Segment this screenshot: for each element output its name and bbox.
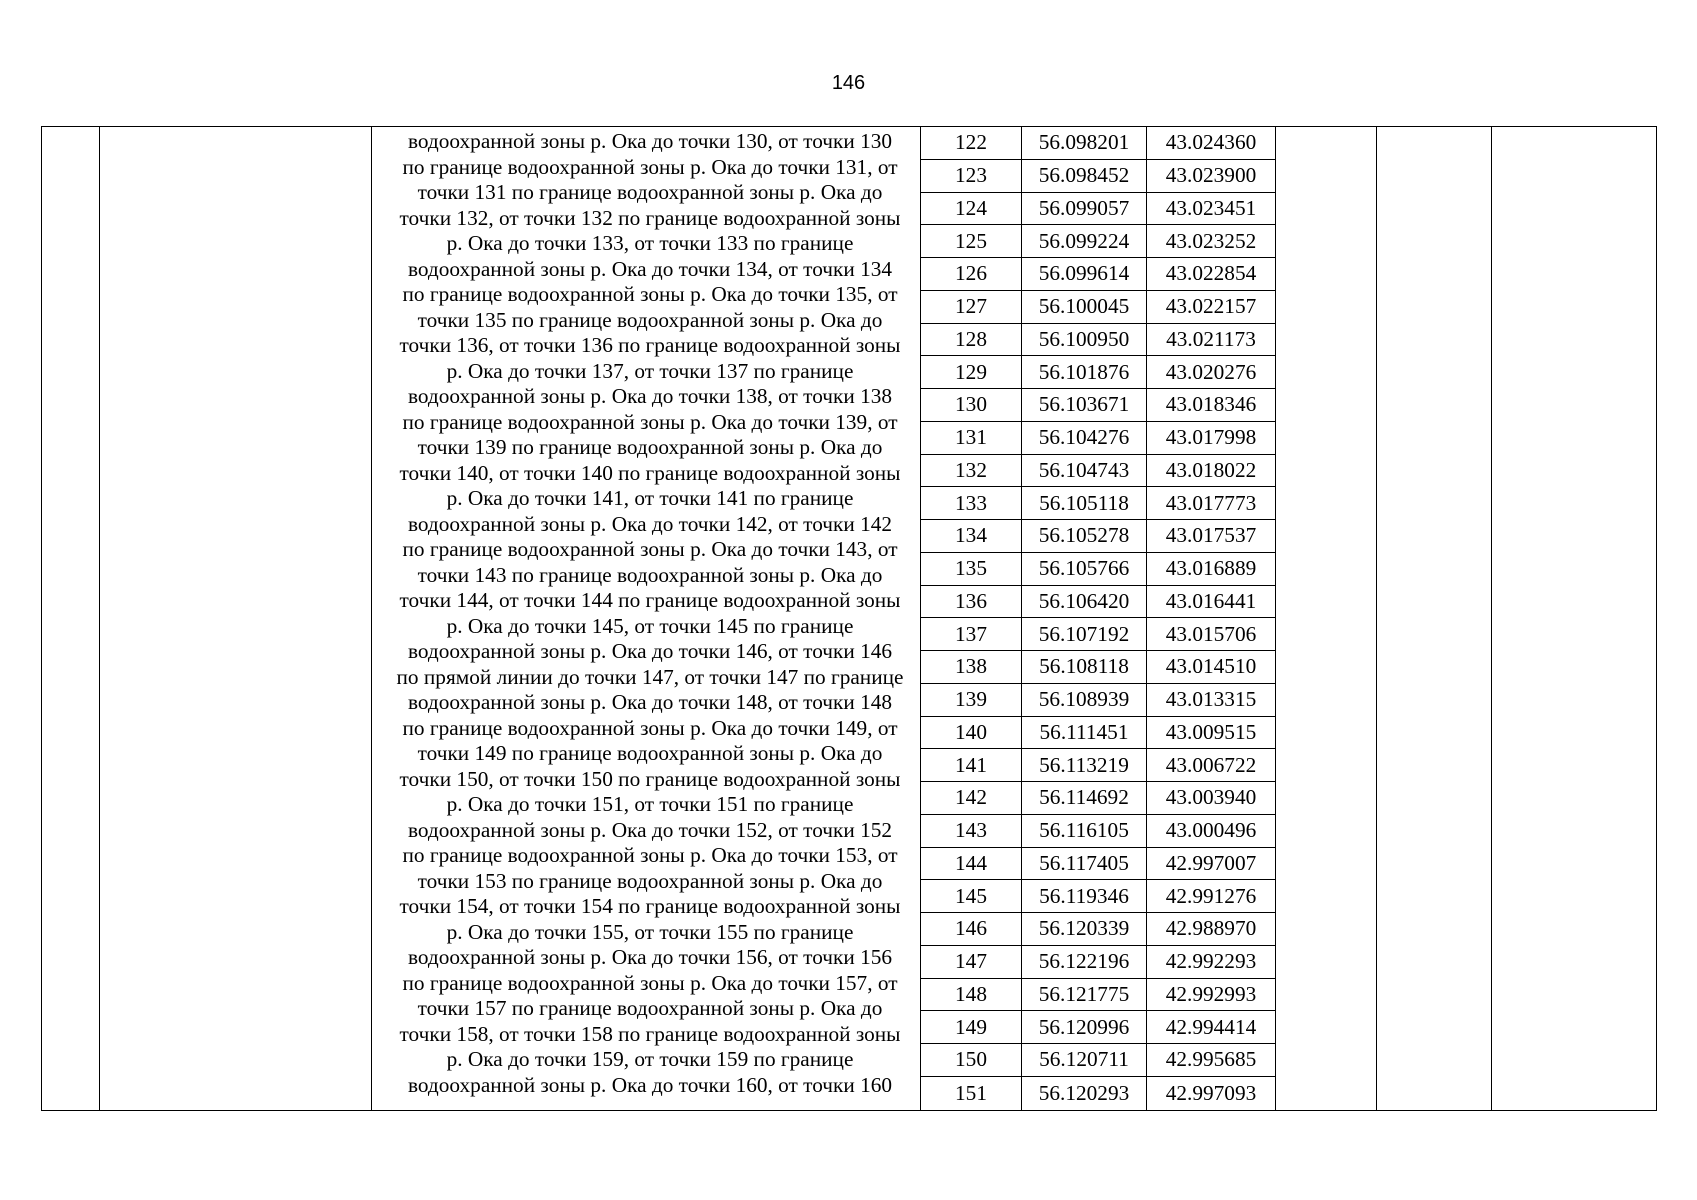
description-line: точки 132, от точки 132 по границе водоохранной зоны	[399, 205, 901, 230]
description-line: р. Ока до точки 133, от точки 133 по границе	[446, 231, 854, 255]
longitude-cell: 43.020276	[1165, 359, 1257, 384]
longitude-cell: 42.997007	[1165, 850, 1257, 875]
longitude-cell: 43.017537	[1165, 523, 1257, 548]
coordinates-table	[920, 127, 1276, 1110]
table-row	[921, 946, 1275, 979]
point-number: 128	[921, 324, 1022, 356]
description-line: точки 149 по границе водоохранной зоны р. Ока до	[417, 741, 883, 765]
longitude-cell: 43.013315	[1165, 687, 1257, 712]
description-line: водоохранной зоны р. Ока до точки 138, от точки 138	[407, 384, 893, 408]
point-number: 131	[921, 422, 1022, 454]
table-row	[921, 487, 1275, 520]
description-line: водоохранной зоны р. Ока до точки 160, от точки 160	[407, 1072, 893, 1097]
description-line: водоохранной зоны р. Ока до точки 152, от точки 152	[407, 817, 893, 842]
point-number: 150	[921, 1044, 1022, 1076]
description-line: точки 136, от точки 136 по границе водоохранной зоны	[399, 333, 901, 357]
point-number: 136	[921, 586, 1022, 618]
point-number: 146	[921, 913, 1022, 945]
longitude-cell: 43.018022	[1165, 457, 1257, 482]
longitude-cell: 43.000496	[1165, 818, 1257, 843]
point-number: 124	[921, 193, 1022, 225]
latitude-cell: 56.105766	[1022, 553, 1147, 585]
description-line: водоохранной зоны р. Ока до точки 142, от точки 142	[407, 511, 893, 536]
empty-column-1	[42, 127, 99, 1110]
point-number: 134	[921, 520, 1022, 552]
longitude-cell: 43.016441	[1165, 588, 1257, 613]
description-line: водоохранной зоны р. Ока до точки 156, от точки 156	[407, 945, 893, 969]
boundary-table	[41, 126, 1657, 1111]
description-line: водоохранной зоны р. Ока до точки 148, от точки 148	[407, 690, 893, 714]
table-row	[921, 291, 1275, 324]
latitude-cell: 56.121775	[1022, 979, 1147, 1011]
point-number: 122	[921, 127, 1022, 159]
description-line: точки 135 по границе водоохранной зоны р. Ока до	[417, 307, 883, 332]
description-line: р. Ока до точки 137, от точки 137 по границе	[446, 358, 854, 383]
description-line: по границе водоохранной зоны р. Ока до точки 131, от	[402, 154, 898, 179]
description-line: точки 150, от точки 150 по границе водоохранной зоны	[399, 766, 901, 791]
longitude-cell: 42.994414	[1165, 1014, 1257, 1039]
longitude-cell: 43.023451	[1165, 195, 1257, 220]
table-row	[921, 127, 1275, 160]
table-row	[921, 258, 1275, 291]
latitude-cell: 56.098201	[1022, 127, 1147, 159]
latitude-cell: 56.105278	[1022, 520, 1147, 552]
description-line: точки 139 по границе водоохранной зоны р. Ока до	[417, 435, 883, 459]
latitude-cell: 56.120339	[1022, 913, 1147, 945]
table-row	[921, 553, 1275, 586]
latitude-cell: 56.107192	[1022, 618, 1147, 650]
latitude-cell: 56.101876	[1022, 356, 1147, 388]
point-number: 144	[921, 848, 1022, 880]
table-row	[921, 913, 1275, 946]
point-number: 133	[921, 487, 1022, 519]
description-line: р. Ока до точки 155, от точки 155 по границе	[446, 919, 854, 944]
longitude-cell: 42.995685	[1165, 1047, 1257, 1072]
table-row	[921, 455, 1275, 488]
point-number: 138	[921, 651, 1022, 683]
point-number: 145	[921, 880, 1022, 912]
description-line: по прямой линии до точки 147, от точки 147 по границе	[396, 664, 904, 689]
description-line: точки 143 по границе водоохранной зоны р. Ока до	[417, 562, 883, 587]
table-row	[921, 225, 1275, 258]
table-row	[921, 684, 1275, 717]
longitude-cell: 43.003940	[1165, 785, 1257, 810]
longitude-cell: 43.023252	[1165, 228, 1257, 253]
latitude-cell: 56.099224	[1022, 225, 1147, 257]
description-line: р. Ока до точки 141, от точки 141 по границе	[446, 486, 854, 510]
latitude-cell: 56.113219	[1022, 749, 1147, 781]
latitude-cell: 56.111451	[1022, 717, 1147, 749]
empty-column-2	[100, 127, 371, 1110]
point-number: 123	[921, 160, 1022, 192]
table-row	[921, 979, 1275, 1012]
table-row	[921, 160, 1275, 193]
description-line: по границе водоохранной зоны р. Ока до точки 139, от	[402, 409, 898, 434]
latitude-cell: 56.108118	[1022, 651, 1147, 683]
description-line: точки 157 по границе водоохранной зоны р. Ока до	[417, 996, 883, 1020]
description-line: р. Ока до точки 151, от точки 151 по границе	[446, 792, 854, 816]
latitude-cell: 56.120711	[1022, 1044, 1147, 1076]
point-number: 139	[921, 684, 1022, 716]
point-number: 130	[921, 389, 1022, 421]
description-line: точки 131 по границе водоохранной зоны р. Ока до	[417, 180, 883, 204]
point-number: 148	[921, 979, 1022, 1011]
boundary-description-cell	[372, 127, 928, 1098]
latitude-cell: 56.105118	[1022, 487, 1147, 519]
longitude-cell: 43.006722	[1165, 752, 1257, 777]
description-line: р. Ока до точки 145, от точки 145 по границе	[446, 613, 854, 638]
longitude-cell: 43.017773	[1165, 490, 1257, 515]
longitude-cell: 42.988970	[1165, 916, 1257, 941]
table-row	[921, 848, 1275, 881]
description-line: по границе водоохранной зоны р. Ока до точки 153, от	[402, 843, 898, 867]
longitude-cell: 42.992293	[1165, 949, 1257, 974]
description-line: по границе водоохранной зоны р. Ока до точки 143, от	[402, 537, 898, 561]
latitude-cell: 56.117405	[1022, 848, 1147, 880]
latitude-cell: 56.104276	[1022, 422, 1147, 454]
description-line: точки 154, от точки 154 по границе водоохранной зоны	[399, 894, 901, 918]
longitude-cell: 42.992993	[1165, 981, 1257, 1006]
description-line: по границе водоохранной зоны р. Ока до точки 149, от	[402, 715, 898, 740]
latitude-cell: 56.104743	[1022, 455, 1147, 487]
table-row	[921, 749, 1275, 782]
table-row	[921, 651, 1275, 684]
point-number: 147	[921, 946, 1022, 978]
latitude-cell: 56.120996	[1022, 1011, 1147, 1043]
latitude-cell: 56.116105	[1022, 815, 1147, 847]
latitude-cell: 56.100950	[1022, 324, 1147, 356]
point-number: 126	[921, 258, 1022, 290]
longitude-cell: 42.991276	[1165, 883, 1257, 908]
page-number: 146	[831, 72, 866, 94]
point-number: 151	[921, 1077, 1022, 1110]
longitude-cell: 43.023900	[1165, 163, 1257, 188]
table-row	[921, 1044, 1275, 1077]
latitude-cell: 56.114692	[1022, 782, 1147, 814]
longitude-cell: 43.024360	[1165, 130, 1257, 155]
table-row	[921, 1011, 1275, 1044]
longitude-cell: 43.016889	[1165, 556, 1257, 581]
description-line: точки 158, от точки 158 по границе водоохранной зоны	[399, 1021, 901, 1046]
latitude-cell: 56.099614	[1022, 258, 1147, 290]
point-number: 125	[921, 225, 1022, 257]
point-number: 142	[921, 782, 1022, 814]
latitude-cell: 56.122196	[1022, 946, 1147, 978]
point-number: 149	[921, 1011, 1022, 1043]
latitude-cell: 56.098452	[1022, 160, 1147, 192]
point-number: 137	[921, 618, 1022, 650]
latitude-cell: 56.120293	[1022, 1077, 1147, 1110]
longitude-cell: 43.018346	[1165, 392, 1257, 417]
table-row	[921, 717, 1275, 750]
table-row	[921, 618, 1275, 651]
point-number: 143	[921, 815, 1022, 847]
table-row	[921, 1077, 1275, 1110]
empty-column-7	[1377, 127, 1491, 1110]
point-number: 141	[921, 749, 1022, 781]
latitude-cell: 56.106420	[1022, 586, 1147, 618]
longitude-cell: 43.022854	[1165, 261, 1257, 286]
description-line: точки 144, от точки 144 по границе водоохранной зоны	[399, 588, 901, 612]
empty-column-8	[1492, 127, 1656, 1110]
table-row	[921, 324, 1275, 357]
table-row	[921, 586, 1275, 619]
latitude-cell: 56.119346	[1022, 880, 1147, 912]
longitude-cell: 43.021173	[1166, 326, 1256, 351]
longitude-cell: 43.009515	[1165, 719, 1257, 744]
table-row	[921, 422, 1275, 455]
table-row	[921, 815, 1275, 848]
description-line: р. Ока до точки 159, от точки 159 по границе	[446, 1047, 854, 1071]
latitude-cell: 56.103671	[1022, 389, 1147, 421]
point-number: 132	[921, 455, 1022, 487]
table-row	[921, 193, 1275, 226]
table-row	[921, 782, 1275, 815]
table-row	[921, 880, 1275, 913]
longitude-cell: 43.014510	[1165, 654, 1257, 679]
empty-column-6	[1276, 127, 1376, 1110]
point-number: 127	[921, 291, 1022, 323]
description-line: по границе водоохранной зоны р. Ока до точки 135, от	[402, 282, 898, 306]
point-number: 140	[921, 717, 1022, 749]
latitude-cell: 56.099057	[1022, 193, 1147, 225]
point-number: 135	[921, 553, 1022, 585]
longitude-cell: 43.017998	[1165, 425, 1257, 450]
latitude-cell: 56.100045	[1022, 291, 1147, 323]
point-number: 129	[921, 356, 1022, 388]
longitude-cell: 42.997093	[1165, 1080, 1257, 1105]
table-row	[921, 356, 1275, 389]
table-row	[921, 520, 1275, 553]
longitude-cell: 43.015706	[1165, 621, 1257, 646]
description-line: водоохранной зоны р. Ока до точки 130, от точки 130	[407, 129, 893, 153]
description-line: водоохранной зоны р. Ока до точки 134, от точки 134	[407, 256, 893, 281]
latitude-cell: 56.108939	[1022, 684, 1147, 716]
description-line: точки 140, от точки 140 по границе водоохранной зоны	[399, 460, 901, 485]
description-line: точки 153 по границе водоохранной зоны р. Ока до	[417, 868, 883, 893]
description-line: водоохранной зоны р. Ока до точки 146, от точки 146	[407, 639, 893, 663]
table-row	[921, 389, 1275, 422]
description-line: по границе водоохранной зоны р. Ока до точки 157, от	[402, 970, 898, 995]
longitude-cell: 43.022157	[1165, 294, 1257, 319]
